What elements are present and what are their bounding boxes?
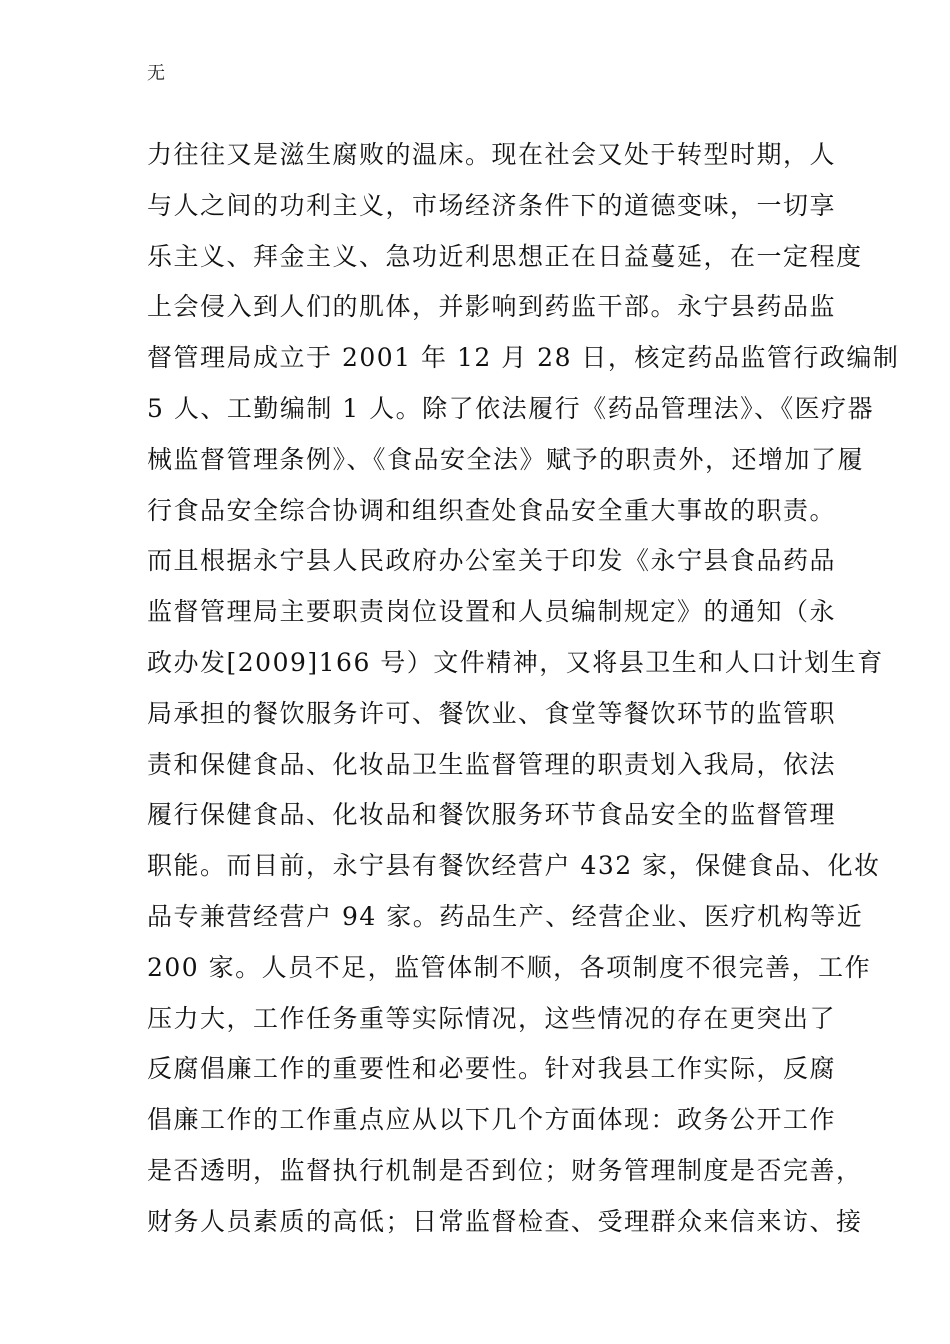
text-line: 品专兼营经营户 94 家。药品生产、经营企业、医疗机构等近	[147, 901, 864, 931]
text-line: 行食品安全综合协调和组织查处食品安全重大事故的职责。	[147, 495, 837, 525]
text-line: 5 人、工勤编制 1 人。除了依法履行《药品管理法》、《医疗器	[147, 393, 875, 423]
text-line: 与人之间的功利主义，市场经济条件下的道德变味，一切享	[147, 190, 837, 220]
text-line: 反腐倡廉工作的重要性和必要性。针对我县工作实际，反腐	[147, 1054, 837, 1084]
text-line: 乐主义、拜金主义、急功近利思想正在日益蔓延，在一定程度	[147, 241, 863, 271]
text-line: 职能。而目前，永宁县有餐饮经营户 432 家，保健食品、化妆	[147, 851, 881, 881]
text-line: 监督管理局主要职责岗位设置和人员编制规定》的通知（永	[147, 597, 837, 627]
text-line: 督管理局成立于 2001 年 12 月 28 日，核定药品监管行政编制	[147, 343, 900, 373]
text-line: 履行保健食品、化妆品和餐饮服务环节食品安全的监督管理	[147, 800, 837, 830]
page-header-label: 无	[147, 63, 165, 84]
text-line: 是否透明，监督执行机制是否到位；财务管理制度是否完善，	[147, 1155, 863, 1185]
text-line: 而且根据永宁县人民政府办公室关于印发《永宁县食品药品	[147, 546, 837, 576]
text-line: 上会侵入到人们的肌体，并影响到药监干部。永宁县药品监	[147, 292, 837, 322]
text-line: 责和保健食品、化妆品卫生监督管理的职责划入我局，依法	[147, 749, 837, 779]
text-line: 200 家。人员不足，监管体制不顺，各项制度不很完善，工作	[147, 952, 872, 982]
text-line: 局承担的餐饮服务许可、餐饮业、食堂等餐饮环节的监管职	[147, 698, 837, 728]
text-line: 倡廉工作的工作重点应从以下几个方面体现：政务公开工作	[147, 1105, 837, 1135]
document-body	[147, 130, 900, 1248]
text-line: 财务人员素质的高低；日常监督检查、受理群众来信来访、接	[147, 1206, 863, 1236]
text-line: 械监督管理条例》、《食品安全法》赋予的职责外，还增加了履	[147, 444, 865, 474]
text-line: 政办发[2009]166 号）文件精神，又将县卫生和人口计划生育	[147, 647, 884, 677]
text-line: 力往往又是滋生腐败的温床。现在社会又处于转型时期，人	[147, 140, 837, 169]
text-line: 压力大，工作任务重等实际情况，这些情况的存在更突出了	[147, 1003, 837, 1033]
